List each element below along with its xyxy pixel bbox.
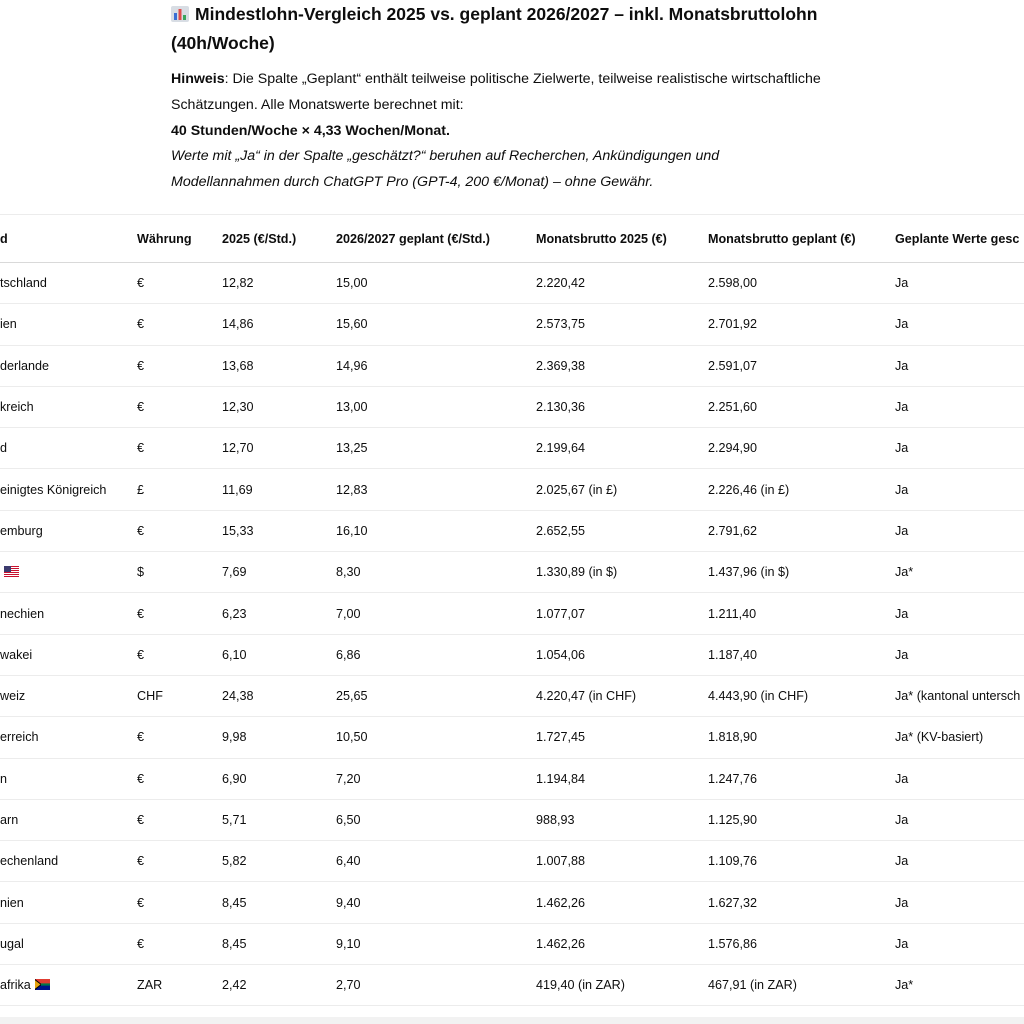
cell-country [0, 304, 137, 345]
cell-estimated: Ja [895, 634, 1024, 675]
cell-monthly-planned: 1.576,86 [708, 923, 895, 964]
cell-monthly-planned: 1.211,40 [708, 593, 895, 634]
cell-wage-2025: 12,82 [222, 263, 336, 304]
cell-currency: € [137, 386, 222, 427]
cell-monthly-planned: 1.627,32 [708, 882, 895, 923]
bar-chart-icon [171, 2, 189, 18]
cell-monthly-2025: 1.462,26 [536, 923, 708, 964]
country-name: echenland [0, 854, 59, 869]
cell-wage-planned: 12,83 [336, 469, 536, 510]
table-row [0, 593, 1024, 634]
note-text-1: : Die Spalte „Geplant“ enthält teilweise politische Zielwerte, teilweise realistische wirtschaftliche [224, 71, 821, 87]
table-row [0, 386, 1024, 427]
cell-monthly-planned: 1.437,96 (in $) [708, 552, 895, 593]
table-row [0, 634, 1024, 675]
cell-currency: € [137, 593, 222, 634]
cell-currency: € [137, 799, 222, 840]
note-italic-2: Modellannahmen durch ChatGPT Pro (GPT-4, 200 €/Monat) – ohne Gewähr. [171, 174, 654, 191]
cell-monthly-2025: 2.652,55 [536, 510, 708, 551]
cell-monthly-planned: 1.247,76 [708, 758, 895, 799]
cell-currency: € [137, 510, 222, 551]
cell-currency: € [137, 758, 222, 799]
cell-country [0, 593, 137, 634]
cell-currency: € [137, 428, 222, 469]
cell-currency: € [137, 841, 222, 882]
table-row [0, 841, 1024, 882]
country-name: derlande [0, 358, 50, 373]
column-header-currency: Währung [137, 215, 222, 263]
table-row [0, 717, 1024, 758]
cell-monthly-2025: 2.369,38 [536, 345, 708, 386]
cell-wage-2025: 8,45 [222, 923, 336, 964]
cell-wage-2025: 15,33 [222, 510, 336, 551]
cell-wage-2025: 12,70 [222, 428, 336, 469]
cell-monthly-2025: 1.054,06 [536, 634, 708, 675]
cell-wage-2025: 11,69 [222, 469, 336, 510]
cell-monthly-2025: 419,40 (in ZAR) [536, 965, 708, 1006]
cell-monthly-planned: 2.251,60 [708, 386, 895, 427]
cell-currency: € [137, 263, 222, 304]
cell-country [0, 386, 137, 427]
table-header-row [0, 215, 1024, 263]
cell-wage-planned: 7,20 [336, 758, 536, 799]
note-label: Hinweis [171, 71, 225, 87]
cell-estimated: Ja [895, 510, 1024, 551]
cell-country [0, 469, 137, 510]
cell-wage-planned: 6,50 [336, 799, 536, 840]
south-africa-flag-icon [31, 978, 50, 992]
country-name: erreich [0, 730, 39, 745]
cell-monthly-planned: 2.791,62 [708, 510, 895, 551]
table-row [0, 552, 1024, 593]
cell-country [0, 428, 137, 469]
cell-estimated: Ja [895, 593, 1024, 634]
cell-estimated: Ja [895, 345, 1024, 386]
table-row [0, 345, 1024, 386]
cell-country [0, 510, 137, 551]
cell-wage-2025: 6,10 [222, 634, 336, 675]
cell-estimated: Ja [895, 841, 1024, 882]
country-name: einigtes Königreich [0, 482, 107, 497]
country-name: n [0, 771, 8, 786]
cell-wage-planned: 15,00 [336, 263, 536, 304]
minimum-wage-table [0, 215, 1024, 1006]
cell-monthly-planned: 1.125,90 [708, 799, 895, 840]
cell-country [0, 717, 137, 758]
cell-currency: € [137, 717, 222, 758]
cell-monthly-planned: 1.187,40 [708, 634, 895, 675]
column-header-wage-planned: 2026/2027 geplant (€/Std.) [336, 215, 536, 263]
table-row [0, 923, 1024, 964]
column-header-monthly-2025: Monatsbrutto 2025 (€) [536, 215, 708, 263]
cell-monthly-2025: 4.220,47 (in CHF) [536, 675, 708, 716]
column-header-estimated: Geplante Werte gesc [895, 215, 1024, 263]
cell-wage-2025: 5,71 [222, 799, 336, 840]
cell-country [0, 345, 137, 386]
cell-country [0, 923, 137, 964]
cell-wage-2025: 2,42 [222, 965, 336, 1006]
cell-monthly-2025: 1.194,84 [536, 758, 708, 799]
cell-monthly-planned: 2.226,46 (in £) [708, 469, 895, 510]
cell-wage-planned: 13,00 [336, 386, 536, 427]
country-name: wakei [0, 647, 33, 662]
bottom-scroll-area [0, 1017, 1024, 1024]
cell-wage-planned: 16,10 [336, 510, 536, 551]
cell-estimated: Ja [895, 428, 1024, 469]
cell-country [0, 882, 137, 923]
cell-wage-2025: 24,38 [222, 675, 336, 716]
cell-estimated: Ja* (KV-basiert) [895, 717, 1024, 758]
note-italic-1: Werte mit „Ja“ in der Spalte „geschätzt?“ beruhen auf Recherchen, Ankündigungen und [171, 148, 720, 165]
cell-monthly-2025: 1.462,26 [536, 882, 708, 923]
cell-estimated: Ja* (kantonal untersch [895, 675, 1024, 716]
cell-currency: $ [137, 552, 222, 593]
cell-currency: € [137, 304, 222, 345]
table-row [0, 469, 1024, 510]
column-header-wage-2025: 2025 (€/Std.) [222, 215, 336, 263]
table-row [0, 965, 1024, 1006]
cell-currency: € [137, 345, 222, 386]
cell-monthly-2025: 2.220,42 [536, 263, 708, 304]
cell-monthly-2025: 2.130,36 [536, 386, 708, 427]
cell-monthly-2025: 2.573,75 [536, 304, 708, 345]
cell-wage-planned: 8,30 [336, 552, 536, 593]
cell-country [0, 634, 137, 675]
table-row [0, 304, 1024, 345]
note-paragraph [171, 67, 891, 196]
page-title-text: Mindestlohn-Vergleich 2025 vs. geplant 2026/2027 – inkl. Monatsbruttolohn (40h/Woche) [171, 4, 818, 53]
cell-wage-planned: 15,60 [336, 304, 536, 345]
cell-wage-planned: 13,25 [336, 428, 536, 469]
cell-estimated: Ja [895, 758, 1024, 799]
cell-wage-2025: 13,68 [222, 345, 336, 386]
column-header-monthly-planned: Monatsbrutto geplant (€) [708, 215, 895, 263]
cell-wage-planned: 14,96 [336, 345, 536, 386]
cell-country [0, 675, 137, 716]
cell-currency: € [137, 882, 222, 923]
cell-wage-2025: 12,30 [222, 386, 336, 427]
country-name: nechien [0, 606, 45, 621]
cell-currency: ZAR [137, 965, 222, 1006]
cell-wage-planned: 6,40 [336, 841, 536, 882]
cell-country [0, 841, 137, 882]
cell-wage-planned: 2,70 [336, 965, 536, 1006]
cell-estimated: Ja [895, 469, 1024, 510]
country-name: tschland [0, 276, 47, 291]
note-text-2: Schätzungen. Alle Monatswerte berechnet mit: [171, 96, 464, 113]
cell-currency: € [137, 634, 222, 675]
cell-country [0, 552, 137, 593]
table-row [0, 799, 1024, 840]
cell-wage-planned: 25,65 [336, 675, 536, 716]
cell-estimated: Ja* [895, 965, 1024, 1006]
cell-wage-planned: 9,10 [336, 923, 536, 964]
country-name: emburg [0, 523, 43, 538]
country-name: afrika [0, 978, 31, 993]
cell-monthly-planned: 1.818,90 [708, 717, 895, 758]
cell-monthly-planned: 467,91 (in ZAR) [708, 965, 895, 1006]
column-header-country: d [0, 215, 137, 263]
cell-wage-2025: 7,69 [222, 552, 336, 593]
cell-estimated: Ja [895, 304, 1024, 345]
country-name: ien [0, 317, 17, 332]
cell-wage-2025: 8,45 [222, 882, 336, 923]
table-row [0, 675, 1024, 716]
cell-estimated: Ja* [895, 552, 1024, 593]
country-name: ugal [0, 936, 24, 951]
cell-monthly-2025: 2.199,64 [536, 428, 708, 469]
cell-monthly-planned: 1.109,76 [708, 841, 895, 882]
cell-monthly-planned: 2.701,92 [708, 304, 895, 345]
country-name: weiz [0, 689, 26, 704]
cell-monthly-2025: 1.007,88 [536, 841, 708, 882]
cell-estimated: Ja [895, 263, 1024, 304]
country-name: kreich [0, 400, 34, 415]
cell-estimated: Ja [895, 882, 1024, 923]
cell-estimated: Ja [895, 923, 1024, 964]
cell-estimated: Ja [895, 799, 1024, 840]
cell-wage-planned: 10,50 [336, 717, 536, 758]
cell-monthly-2025: 2.025,67 (in £) [536, 469, 708, 510]
cell-monthly-planned: 4.443,90 (in CHF) [708, 675, 895, 716]
cell-monthly-planned: 2.591,07 [708, 345, 895, 386]
table-body [0, 263, 1024, 1006]
table-container[interactable] [0, 214, 1024, 1019]
note-formula: 40 Stunden/Woche × 4,33 Wochen/Monat. [171, 122, 450, 139]
cell-wage-planned: 7,00 [336, 593, 536, 634]
country-name: nien [0, 895, 24, 910]
cell-wage-2025: 6,90 [222, 758, 336, 799]
cell-currency: £ [137, 469, 222, 510]
cell-wage-planned: 6,86 [336, 634, 536, 675]
cell-country [0, 263, 137, 304]
table-row [0, 510, 1024, 551]
cell-monthly-2025: 1.077,07 [536, 593, 708, 634]
table-row [0, 428, 1024, 469]
cell-wage-2025: 5,82 [222, 841, 336, 882]
cell-estimated: Ja [895, 386, 1024, 427]
us-flag-icon [0, 565, 19, 579]
response-header [171, 0, 891, 196]
cell-wage-planned: 9,40 [336, 882, 536, 923]
cell-monthly-planned: 2.598,00 [708, 263, 895, 304]
cell-monthly-2025: 1.727,45 [536, 717, 708, 758]
cell-country [0, 965, 137, 1006]
cell-monthly-2025: 1.330,89 (in $) [536, 552, 708, 593]
table-row [0, 263, 1024, 304]
cell-country [0, 758, 137, 799]
cell-wage-2025: 6,23 [222, 593, 336, 634]
cell-country [0, 799, 137, 840]
country-name: arn [0, 813, 19, 827]
cell-monthly-planned: 2.294,90 [708, 428, 895, 469]
page-title [171, 0, 891, 58]
cell-wage-2025: 14,86 [222, 304, 336, 345]
cell-currency: € [137, 923, 222, 964]
table-row [0, 758, 1024, 799]
country-name: d [0, 441, 8, 456]
cell-currency: CHF [137, 675, 222, 716]
cell-monthly-2025: 988,93 [536, 799, 708, 840]
table-row [0, 882, 1024, 923]
cell-wage-2025: 9,98 [222, 717, 336, 758]
